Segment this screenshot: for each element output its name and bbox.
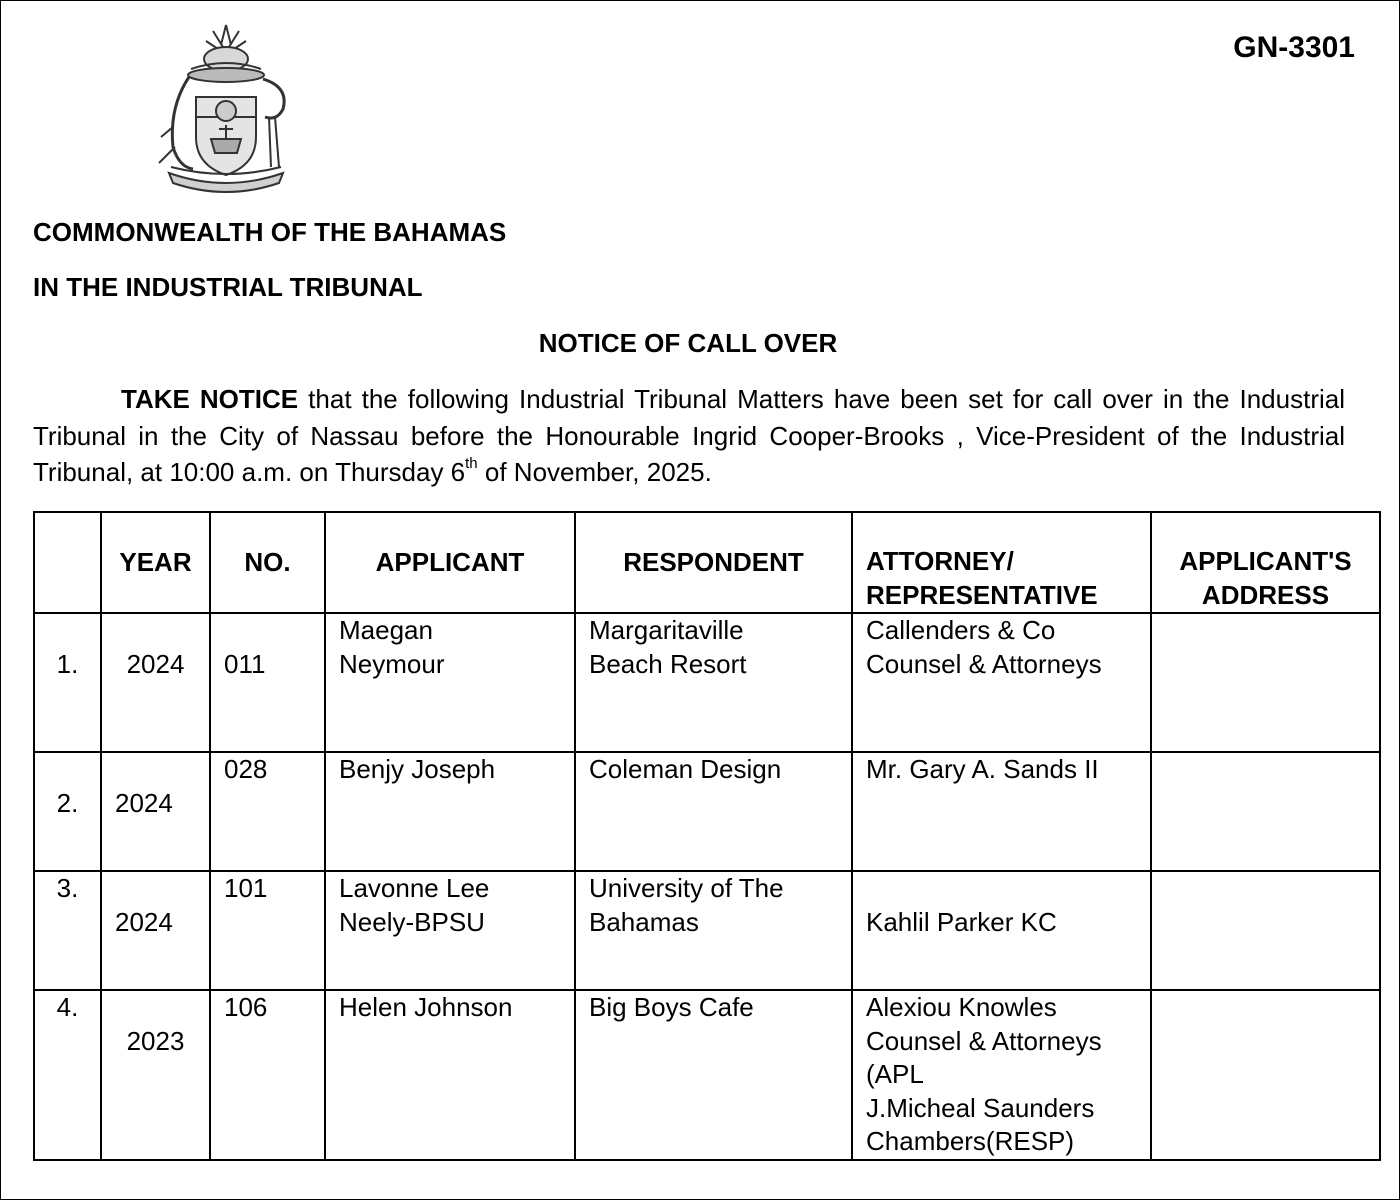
row-index: 4. <box>34 990 101 1160</box>
row-applicant: Maegan Neymour <box>325 613 575 752</box>
row-attorney: Alexiou Knowles Counsel & Attorneys (APL J.Micheal Saunders Chambers(RESP) <box>852 990 1151 1160</box>
row-respondent: Margaritaville Beach Resort <box>575 613 852 752</box>
row-address <box>1151 990 1380 1160</box>
table-row <box>34 752 1380 871</box>
table-row <box>34 871 1380 990</box>
row-respondent: Coleman Design <box>575 752 852 871</box>
gazette-number: GN-3301 <box>1233 31 1355 64</box>
row-year: 2023 <box>101 990 210 1160</box>
notice-paragraph <box>33 381 1345 491</box>
header-attorney: ATTORNEY/ REPRESENTATIVE <box>852 512 1151 613</box>
table-header-row <box>34 512 1380 613</box>
row-year: 2024 <box>101 613 210 752</box>
row-no: 101 <box>210 871 325 990</box>
row-address <box>1151 613 1380 752</box>
header-address: APPLICANT'S ADDRESS <box>1151 512 1380 613</box>
row-year: 2024 <box>101 871 210 990</box>
row-index: 2. <box>34 752 101 871</box>
notice-body: that the following Industrial Tribunal Matters have been set for call over in the Industrial Tribunal in the City of Nassau before the Honourable Ingrid Cooper-Brooks , Vice-President of the Industrial Tribunal, at 10:00 a.m. on Thursday 6 <box>33 384 1345 487</box>
row-year: 2024 <box>101 752 210 871</box>
notice-lead: TAKE NOTICE <box>121 384 299 414</box>
country-heading: COMMONWEALTH OF THE BAHAMAS <box>33 217 507 247</box>
row-address <box>1151 752 1380 871</box>
header-index <box>34 512 101 613</box>
row-no: 011 <box>210 613 325 752</box>
header-respondent: RESPONDENT <box>575 512 852 613</box>
court-heading: IN THE INDUSTRIAL TRIBUNAL <box>33 272 423 302</box>
row-index: 3. <box>34 871 101 990</box>
header-year: YEAR <box>101 512 210 613</box>
header-applicant: APPLICANT <box>325 512 575 613</box>
notice-title: NOTICE OF CALL OVER <box>538 328 838 358</box>
row-applicant: Lavonne Lee Neely-BPSU <box>325 871 575 990</box>
row-attorney: Callenders & Co Counsel & Attorneys <box>852 613 1151 752</box>
row-applicant: Benjy Joseph <box>325 752 575 871</box>
notice-date-suffix: th <box>465 455 478 473</box>
table-row <box>34 613 1380 752</box>
header-no: NO. <box>210 512 325 613</box>
row-no: 106 <box>210 990 325 1160</box>
row-index: 1. <box>34 613 101 752</box>
row-respondent: Big Boys Cafe <box>575 990 852 1160</box>
row-respondent: University of The Bahamas <box>575 871 852 990</box>
row-no: 028 <box>210 752 325 871</box>
row-address <box>1151 871 1380 990</box>
notice-tail: of November, 2025. <box>477 457 712 487</box>
row-attorney: Mr. Gary A. Sands II <box>852 752 1151 871</box>
row-applicant: Helen Johnson <box>325 990 575 1160</box>
table-row <box>34 990 1380 1160</box>
call-over-table <box>33 511 1381 1161</box>
row-attorney: Kahlil Parker KC <box>852 871 1151 990</box>
bahamas-coat-of-arms-icon <box>151 17 301 193</box>
